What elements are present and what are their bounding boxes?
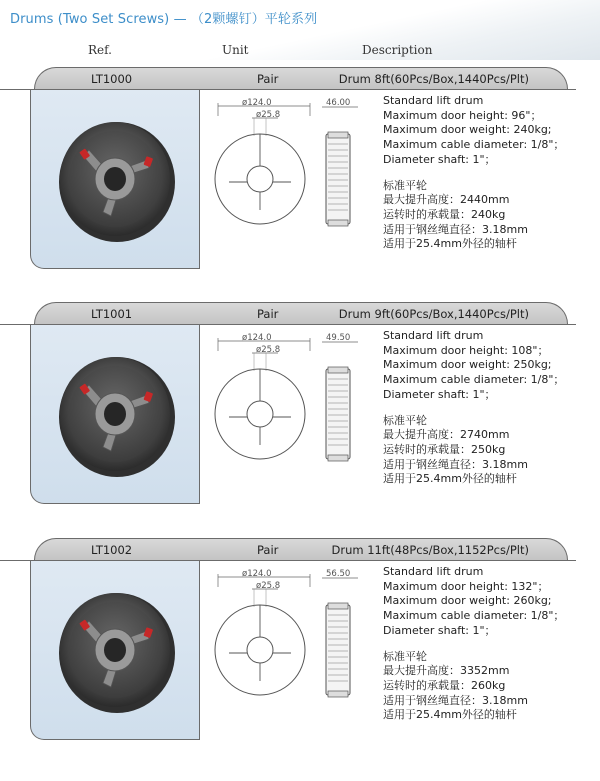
dim-hub-label: ø25.8: [256, 345, 281, 355]
specs-english: [383, 565, 598, 639]
spec-line-cn: 标准平轮: [383, 178, 427, 192]
spec-line-en: Standard lift drum: [383, 329, 484, 342]
spec-line-cn: 最大提升高度：2440mm: [383, 193, 510, 207]
spec-line-cn: 适用于钢丝绳直径：3.18mm: [383, 457, 528, 471]
product-ref: LT1001: [91, 307, 133, 321]
spec-line-cn: 适用于钢丝绳直径：3.18mm: [383, 693, 528, 707]
spec-line-cn: 标准平轮: [383, 649, 427, 663]
drum-photo: [30, 325, 200, 504]
product-summary: Drum 11ft(48Pcs/Box,1152Pcs/Plt): [331, 543, 529, 557]
spec-line-cn: 适用于25.4mm外径的轴杆: [383, 472, 517, 486]
product-description: [383, 329, 598, 487]
spec-line-en: Diameter shaft: 1"；: [383, 623, 496, 637]
column-header-description: Description: [362, 43, 433, 57]
spec-line-en: Maximum cable diameter: 1/8"；: [383, 138, 565, 152]
specs-chinese: [383, 179, 598, 253]
dim-diameter-label: ø124.0: [242, 333, 272, 343]
dim-hub-label: ø25.8: [256, 110, 281, 120]
spec-line-cn: 运转时的承载量：250kg: [383, 442, 506, 456]
spec-line-cn: 适用于25.4mm外径的轴杆: [383, 237, 517, 251]
specs-english: [383, 329, 598, 403]
product-unit: Pair: [257, 543, 279, 557]
spec-line-en: Maximum door height: 108"；: [383, 343, 549, 357]
specs-english: [383, 94, 598, 168]
dim-diameter-label: ø124.0: [242, 98, 272, 108]
technical-drawing: [200, 96, 380, 266]
spec-line-cn: 最大提升高度：3352mm: [383, 664, 510, 678]
dim-diameter-label: ø124.0: [242, 569, 272, 579]
spec-line-cn: 标准平轮: [383, 413, 427, 427]
product-section: [0, 67, 600, 299]
spec-line-en: Maximum door weight: 260kg;: [383, 594, 552, 608]
spec-line-cn: 适用于钢丝绳直径：3.18mm: [383, 222, 528, 236]
product-section: [0, 538, 600, 770]
spec-line-en: Maximum cable diameter: 1/8"；: [383, 609, 565, 623]
product-ref: LT1000: [91, 72, 133, 86]
product-body: [0, 560, 576, 781]
product-unit: Pair: [257, 307, 279, 321]
product-header-bar: [34, 302, 568, 324]
product-description: [383, 565, 598, 723]
product-description: [383, 94, 598, 252]
spec-line-cn: 运转时的承载量：260kg: [383, 678, 506, 692]
technical-drawing: [200, 567, 380, 737]
specs-chinese: [383, 650, 598, 724]
spec-line-cn: 适用于25.4mm外径的轴杆: [383, 708, 517, 722]
product-section: [0, 302, 600, 534]
spec-line-en: Maximum door weight: 240kg;: [383, 123, 552, 137]
spec-line-en: Maximum door weight: 250kg;: [383, 358, 552, 372]
spec-line-en: Maximum door height: 96"；: [383, 108, 542, 122]
page-title: Drums (Two Set Screws) — （2颗螺钉）平轮系列: [10, 12, 318, 27]
product-header-bar: [34, 538, 568, 560]
spec-line-en: Diameter shaft: 1"；: [383, 152, 496, 166]
product-summary: Drum 8ft(60Pcs/Box,1440Pcs/Plt): [338, 72, 529, 86]
column-header-ref: Ref.: [88, 43, 112, 57]
spec-line-en: Standard lift drum: [383, 94, 484, 107]
technical-drawing: [200, 331, 380, 501]
spec-line-en: Standard lift drum: [383, 565, 484, 578]
spec-line-cn: 运转时的承载量：240kg: [383, 207, 506, 221]
specs-chinese: [383, 414, 598, 488]
product-unit: Pair: [257, 72, 279, 86]
spec-line-en: Diameter shaft: 1"；: [383, 387, 496, 401]
product-summary: Drum 9ft(60Pcs/Box,1440Pcs/Plt): [338, 307, 529, 321]
product-header-bar: [34, 67, 568, 89]
drum-photo: [30, 90, 200, 269]
dim-width-label: 46.00: [326, 98, 351, 108]
product-body: [0, 89, 576, 310]
spec-line-cn: 最大提升高度：2740mm: [383, 428, 510, 442]
drum-photo: [30, 561, 200, 740]
spec-line-en: Maximum door height: 132"；: [383, 579, 549, 593]
spec-line-en: Maximum cable diameter: 1/8"；: [383, 373, 565, 387]
dim-width-label: 56.50: [326, 569, 351, 579]
dim-width-label: 49.50: [326, 333, 351, 343]
column-header-unit: Unit: [222, 43, 249, 57]
product-ref: LT1002: [91, 543, 133, 557]
product-body: [0, 324, 576, 545]
dim-hub-label: ø25.8: [256, 581, 281, 591]
